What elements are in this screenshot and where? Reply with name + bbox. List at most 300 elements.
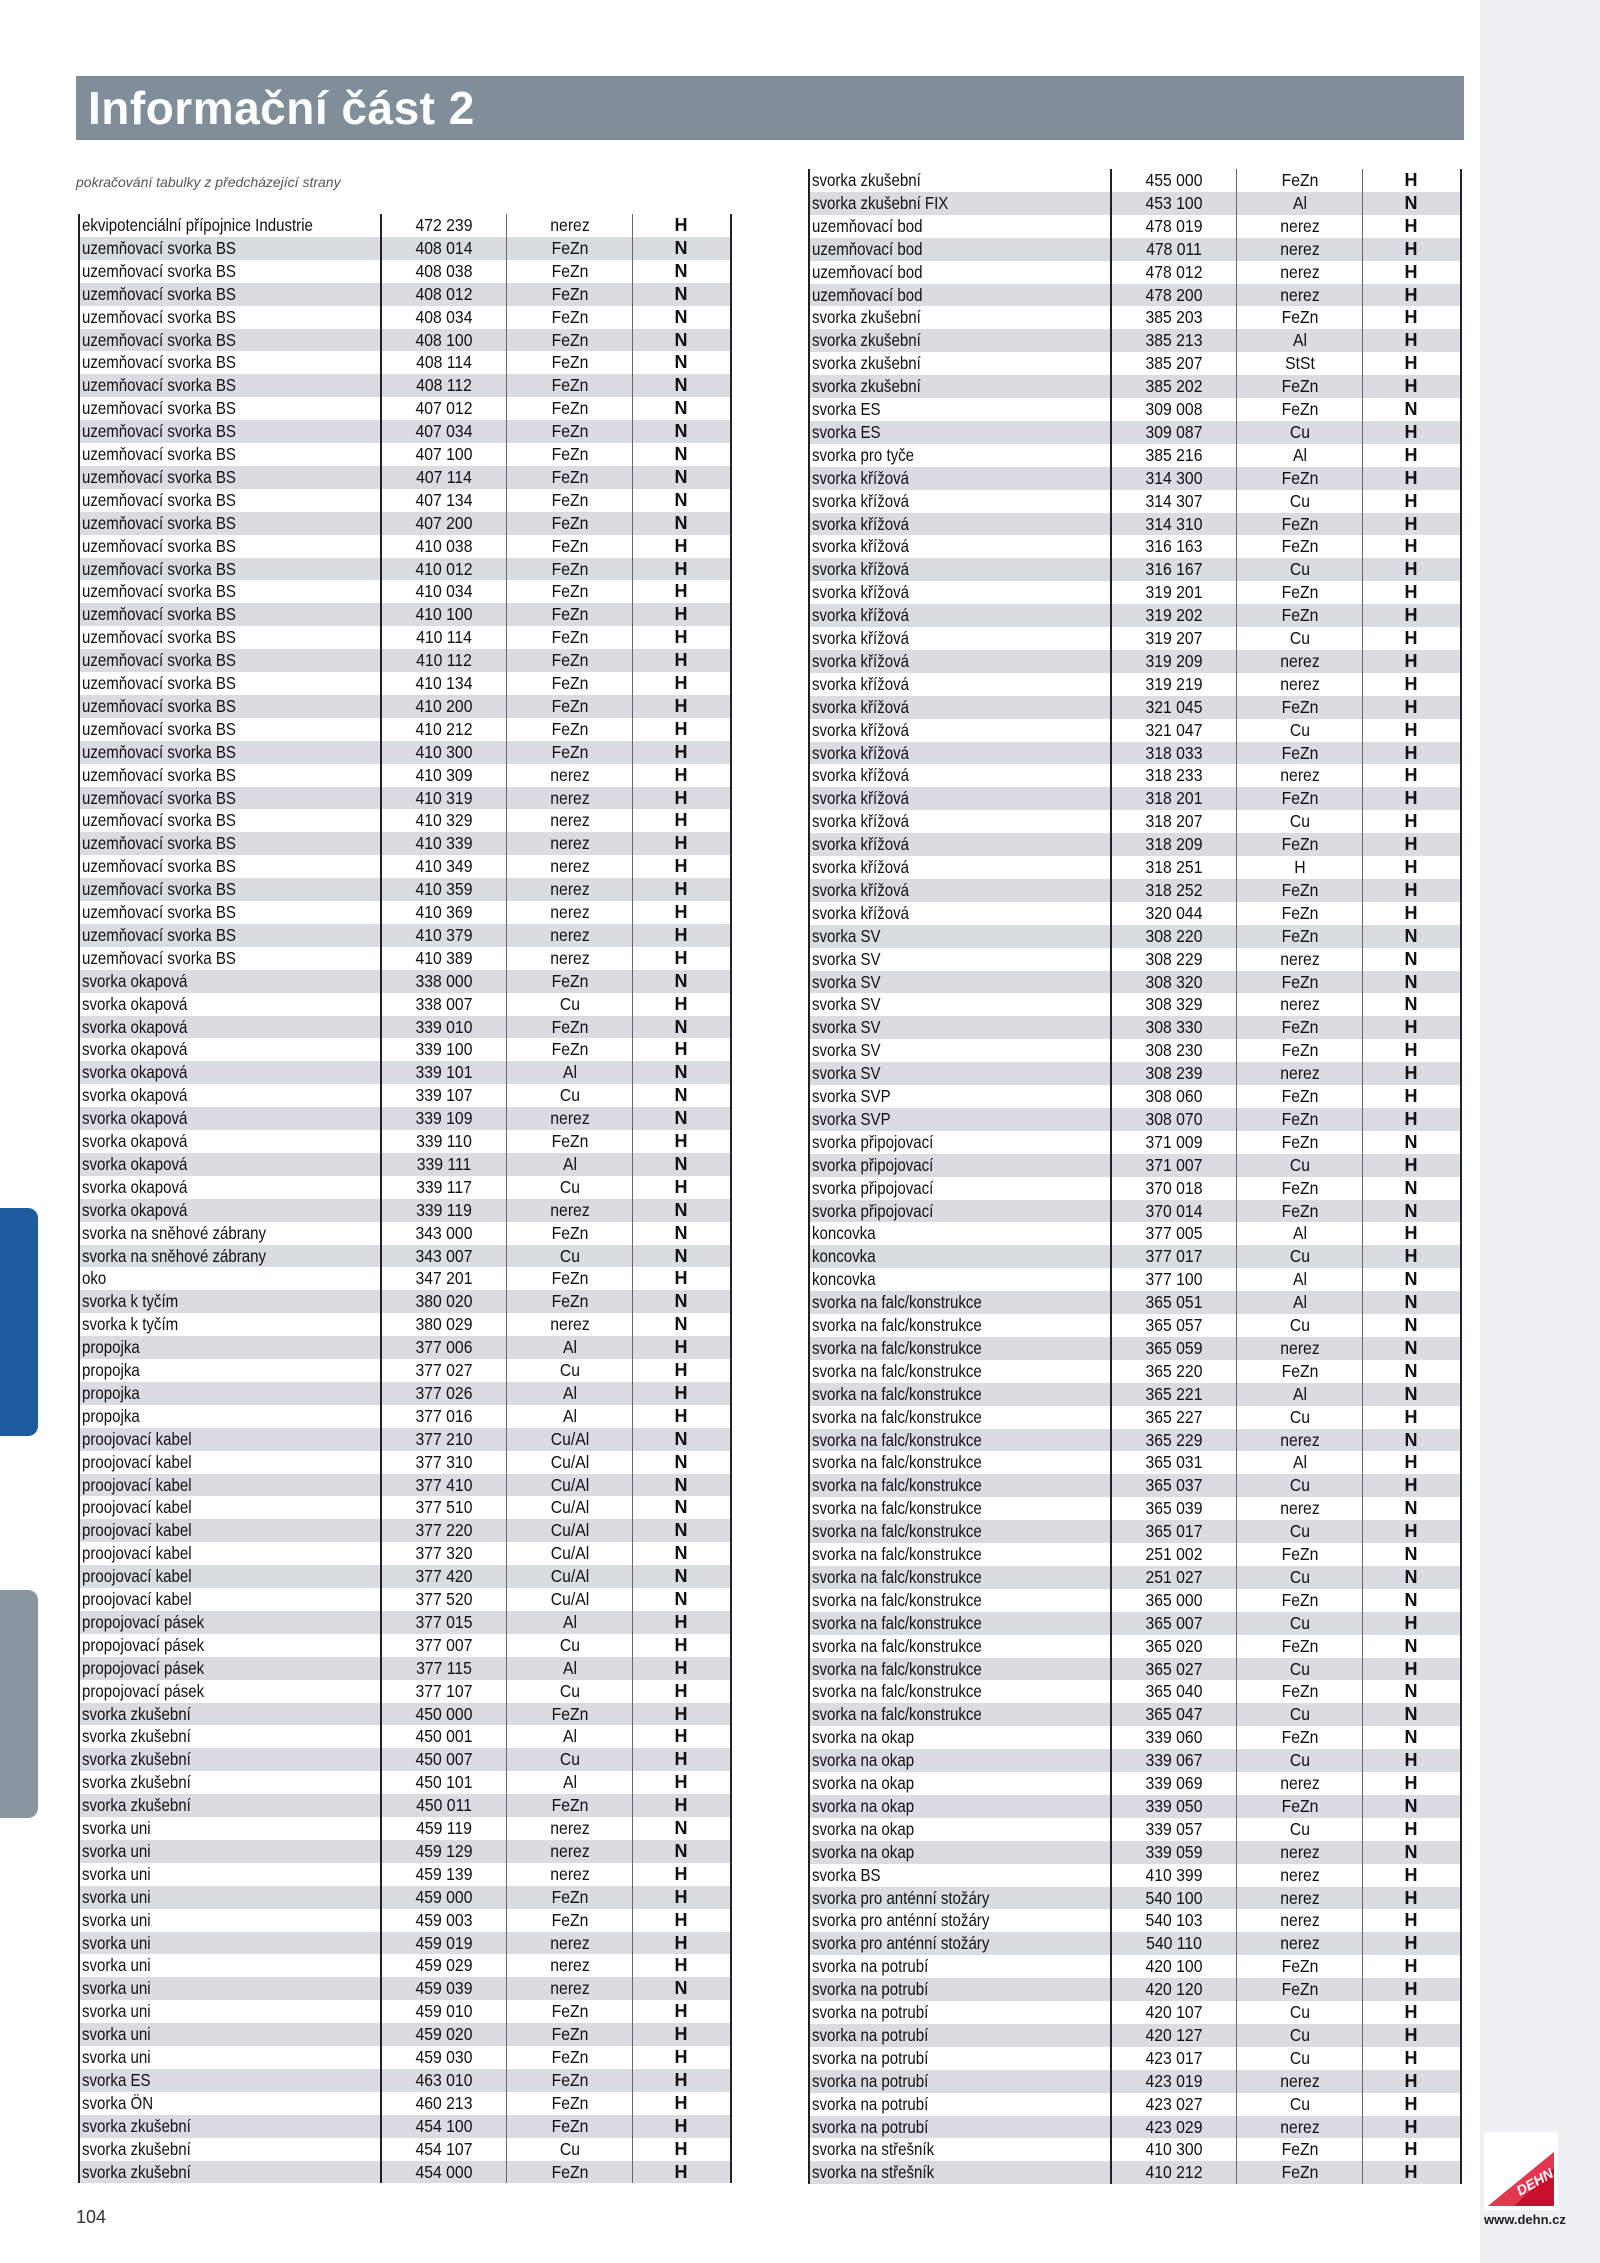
material: FeZn	[1281, 536, 1319, 557]
article-number: 410 329	[415, 810, 473, 831]
product-name: svorka křížová	[812, 765, 910, 786]
article-number: 459 029	[415, 1955, 473, 1976]
product-name: uzemňovací svorka BS	[82, 489, 236, 510]
article-number: 321 047	[1145, 719, 1203, 740]
product-name: svorka zkušební	[82, 1726, 191, 1747]
article-number: 365 000	[1145, 1589, 1203, 1610]
article-number: 370 014	[1145, 1200, 1203, 1221]
article-number: 365 027	[1145, 1658, 1203, 1679]
product-name: proojovací kabel	[82, 1543, 192, 1564]
table-row	[810, 1291, 1462, 1314]
table-row	[80, 1496, 732, 1519]
availability-flag: H	[1404, 1452, 1418, 1473]
article-number: 420 100	[1145, 1956, 1203, 1977]
material: nerez	[1280, 765, 1320, 786]
product-name: svorka na falc/konstrukce	[812, 1475, 982, 1496]
dehn-logo	[1484, 2132, 1558, 2210]
product-name: svorka na falc/konstrukce	[812, 1521, 982, 1542]
material: FeZn	[551, 718, 589, 739]
product-name: svorka na falc/konstrukce	[812, 1360, 982, 1381]
right-product-table	[810, 169, 1462, 2181]
product-name: uzemňovací svorka BS	[82, 375, 236, 396]
table-row	[810, 1772, 1462, 1795]
availability-flag: N	[1404, 1200, 1418, 1221]
table-row	[810, 833, 1462, 856]
availability-flag: H	[1404, 2093, 1418, 2114]
column-divider	[1460, 169, 1462, 2184]
table-row	[80, 1840, 732, 1863]
material: Cu	[559, 1634, 581, 1655]
product-name: svorka na střešník	[812, 2139, 935, 2160]
material: FeZn	[551, 1886, 589, 1907]
product-name: svorka ÖN	[82, 2092, 154, 2113]
availability-flag: H	[674, 1703, 688, 1724]
table-row	[810, 673, 1462, 696]
material: Al	[562, 1062, 578, 1083]
product-name: svorka uni	[82, 2047, 151, 2067]
material: nerez	[1280, 1841, 1320, 1862]
table-row	[80, 1542, 732, 1565]
material: FeZn	[551, 489, 589, 510]
material: nerez	[550, 833, 590, 854]
article-number: 410 389	[415, 947, 473, 968]
material: Al	[1292, 444, 1308, 465]
article-number: 460 213	[415, 2092, 473, 2113]
material: StSt	[1285, 353, 1315, 374]
article-number: 410 359	[415, 879, 473, 900]
availability-flag: N	[674, 489, 688, 510]
table-row	[810, 925, 1462, 948]
material: FeZn	[1281, 1589, 1319, 1610]
availability-flag: N	[674, 1291, 688, 1312]
material: Cu	[1289, 719, 1311, 740]
product-name: svorka uni	[82, 1978, 151, 1999]
product-name: oko	[82, 1268, 107, 1289]
product-name: svorka na střešník	[812, 2162, 935, 2183]
material: Cu	[1289, 559, 1311, 580]
availability-flag: N	[1404, 1429, 1418, 1450]
article-number: 309 008	[1145, 399, 1203, 419]
product-name: svorka křížová	[812, 536, 910, 557]
material: Al	[562, 1611, 578, 1632]
availability-flag: H	[1404, 673, 1418, 694]
product-name: svorka okapová	[82, 970, 188, 991]
material: nerez	[550, 902, 590, 922]
product-name: svorka na okap	[812, 1818, 915, 1839]
availability-flag: H	[674, 1039, 688, 1060]
table-row	[80, 535, 732, 558]
availability-flag: H	[1404, 444, 1418, 465]
article-number: 308 230	[1145, 1040, 1203, 1061]
material: FeZn	[551, 1222, 589, 1243]
table-row	[80, 1061, 732, 1084]
logo-text: DEHN	[1513, 2164, 1556, 2199]
product-name: svorka pro anténní stožáry	[812, 1910, 990, 1931]
product-name: svorka připojovací	[812, 1200, 934, 1221]
material: FeZn	[551, 2161, 589, 2182]
material: Cu	[559, 1680, 581, 1701]
table-row	[810, 1154, 1462, 1177]
article-number: 319 201	[1145, 582, 1203, 603]
material: Al	[1292, 1223, 1308, 1244]
product-name: uzemňovací svorka BS	[82, 581, 236, 602]
product-name: uzemňovací svorka BS	[82, 512, 236, 533]
availability-flag: N	[674, 1543, 688, 1564]
article-number: 410 212	[415, 718, 473, 739]
table-row	[80, 1932, 732, 1955]
material: nerez	[1280, 948, 1320, 969]
material: FeZn	[551, 237, 589, 258]
availability-flag: N	[674, 1978, 688, 1999]
product-name: svorka na falc/konstrukce	[812, 1612, 982, 1633]
product-name: uzemňovací svorka BS	[82, 306, 236, 327]
material: FeZn	[1281, 1635, 1319, 1656]
article-number: 319 207	[1145, 628, 1203, 648]
product-name: uzemňovací svorka BS	[82, 329, 236, 350]
article-number: 407 100	[415, 444, 473, 464]
table-row	[80, 1107, 732, 1130]
article-number: 309 087	[1145, 421, 1203, 442]
product-name: svorka okapová	[82, 993, 188, 1014]
product-name: svorka křížová	[812, 857, 910, 877]
product-name: svorka na potrubí	[812, 2002, 929, 2022]
material: FeZn	[1281, 1108, 1319, 1129]
article-number: 339 111	[416, 1153, 472, 1174]
availability-flag: H	[674, 215, 688, 235]
product-name: uzemňovací svorka BS	[82, 695, 236, 716]
article-number: 423 029	[1145, 2116, 1203, 2137]
table-row	[810, 1543, 1462, 1566]
table-row	[810, 650, 1462, 673]
availability-flag: H	[674, 1955, 688, 1976]
article-number: 410 339	[415, 833, 473, 854]
availability-flag: H	[1404, 1108, 1418, 1129]
table-row	[810, 2138, 1462, 2161]
article-number: 410 319	[415, 787, 473, 808]
article-number: 365 007	[1145, 1612, 1203, 1633]
article-number: 407 200	[415, 512, 473, 533]
article-number: 410 349	[415, 856, 473, 877]
product-name: propojovací pásek	[82, 1680, 205, 1701]
material: FeZn	[551, 444, 589, 464]
availability-flag: H	[1404, 1406, 1418, 1427]
article-number: 459 030	[415, 2047, 473, 2067]
availability-flag: H	[1404, 2047, 1418, 2068]
material: FeZn	[1281, 605, 1319, 626]
material: FeZn	[551, 1291, 589, 1312]
article-number: 420 127	[1145, 2024, 1203, 2045]
table-row	[810, 1932, 1462, 1955]
product-name: svorka pro tyče	[812, 444, 915, 465]
table-row	[810, 261, 1462, 284]
availability-flag: H	[1404, 1887, 1418, 1908]
table-row	[80, 741, 732, 764]
material: nerez	[1280, 994, 1320, 1015]
table-row	[80, 420, 732, 443]
availability-flag: N	[674, 1314, 688, 1335]
product-name: svorka na falc/konstrukce	[812, 1704, 982, 1725]
table-row	[810, 1177, 1462, 1200]
material: nerez	[1280, 215, 1320, 236]
table-row	[80, 443, 732, 466]
availability-flag: H	[674, 627, 688, 648]
material: FeZn	[1281, 1681, 1319, 1702]
product-name: svorka zkušební	[82, 2115, 191, 2136]
article-number: 365 229	[1145, 1429, 1203, 1450]
availability-flag: H	[674, 558, 688, 579]
availability-flag: H	[1404, 2116, 1418, 2137]
article-number: 377 006	[415, 1337, 473, 1358]
material: Cu	[1289, 2047, 1311, 2068]
article-number: 385 216	[1145, 444, 1203, 465]
table-row	[80, 260, 732, 283]
availability-flag: H	[1404, 490, 1418, 511]
article-number: 472 239	[415, 215, 473, 235]
availability-flag: H	[674, 993, 688, 1014]
table-row	[810, 1612, 1462, 1635]
article-number: 365 221	[1145, 1383, 1203, 1404]
material: FeZn	[1281, 971, 1319, 992]
table-row	[810, 1383, 1462, 1406]
table-row	[810, 856, 1462, 879]
table-row	[80, 1336, 732, 1359]
availability-flag: N	[674, 329, 688, 350]
article-number: 308 070	[1145, 1108, 1203, 1129]
table-row	[80, 1771, 732, 1794]
article-number: 377 420	[415, 1566, 473, 1587]
product-name: proojovací kabel	[82, 1474, 192, 1495]
availability-flag: H	[674, 673, 688, 693]
table-row	[810, 1245, 1462, 1268]
product-name: uzemňovací svorka BS	[82, 444, 236, 464]
product-name: svorka na falc/konstrukce	[812, 1658, 982, 1679]
table-row	[80, 1382, 732, 1405]
article-number: 339 101	[415, 1062, 473, 1083]
table-row	[80, 718, 732, 741]
material: Cu	[559, 1360, 581, 1380]
material: Cu	[1289, 421, 1311, 442]
article-number: 365 057	[1145, 1315, 1203, 1335]
availability-flag: H	[1404, 1040, 1418, 1061]
product-name: svorka křížová	[812, 605, 910, 626]
article-number: 540 110	[1146, 1933, 1202, 1954]
product-name: svorka křížová	[812, 559, 910, 580]
table-row	[80, 809, 732, 832]
product-name: svorka okapová	[82, 1016, 188, 1037]
availability-flag: N	[674, 512, 688, 533]
availability-flag: H	[674, 833, 688, 854]
article-number: 377 320	[415, 1543, 473, 1564]
material: FeZn	[1281, 902, 1319, 923]
availability-flag: H	[1404, 1521, 1418, 1542]
table-row	[80, 1222, 732, 1245]
material: nerez	[550, 1978, 590, 1999]
material: nerez	[1280, 284, 1320, 305]
table-row	[810, 1726, 1462, 1749]
product-name: svorka na okap	[812, 1750, 915, 1771]
page-title: Informační část 2	[88, 82, 475, 134]
availability-flag: H	[1404, 811, 1418, 832]
availability-flag: H	[1404, 2070, 1418, 2091]
material: FeZn	[551, 604, 589, 625]
availability-flag: N	[674, 1222, 688, 1243]
material: Al	[562, 1772, 578, 1793]
article-number: 318 233	[1145, 765, 1203, 786]
product-name: uzemňovací svorka BS	[82, 535, 236, 556]
product-name: svorka křížová	[812, 834, 910, 855]
material: FeZn	[551, 2001, 589, 2022]
availability-flag: H	[674, 1749, 688, 1770]
availability-flag: H	[1404, 467, 1418, 488]
material: nerez	[1280, 1864, 1320, 1885]
product-name: proojovací kabel	[82, 1497, 192, 1518]
table-row	[810, 1451, 1462, 1474]
product-name: svorka SV	[812, 1017, 881, 1038]
article-number: 316 167	[1145, 559, 1203, 580]
table-row	[80, 2046, 732, 2069]
material: nerez	[1280, 1887, 1320, 1908]
material: Cu/Al	[550, 1451, 590, 1472]
material: nerez	[1280, 673, 1320, 694]
side-tab-gray	[0, 1590, 38, 1818]
material: nerez	[550, 856, 590, 877]
product-name: svorka na falc/konstrukce	[812, 1337, 982, 1358]
table-row	[80, 2000, 732, 2023]
table-row	[810, 742, 1462, 765]
material: FeZn	[551, 398, 589, 419]
availability-flag: H	[1404, 1086, 1418, 1106]
product-name: uzemňovací svorka BS	[82, 856, 236, 877]
article-number: 478 200	[1145, 284, 1203, 305]
article-number: 339 069	[1145, 1773, 1203, 1793]
article-number: 459 010	[415, 2001, 473, 2022]
product-name: svorka zkušební	[812, 307, 921, 328]
table-row	[80, 489, 732, 512]
availability-flag: N	[674, 1497, 688, 1518]
article-number: 408 012	[415, 283, 473, 304]
material: Cu/Al	[550, 1589, 590, 1609]
availability-flag: H	[674, 879, 688, 900]
article-number: 314 310	[1145, 513, 1203, 534]
table-row	[810, 2093, 1462, 2116]
table-row	[810, 490, 1462, 513]
article-number: 407 034	[415, 421, 473, 442]
availability-flag: N	[1404, 1727, 1418, 1748]
availability-flag: H	[1404, 330, 1418, 351]
availability-flag: H	[1404, 1154, 1418, 1175]
table-row	[80, 1405, 732, 1428]
table-row	[80, 1428, 732, 1451]
table-row	[80, 603, 732, 626]
product-name: proojovací kabel	[82, 1520, 192, 1541]
article-number: 423 027	[1145, 2093, 1203, 2114]
material: Cu	[1289, 628, 1311, 648]
article-number: 365 017	[1145, 1521, 1203, 1542]
product-name: svorka křížová	[812, 650, 910, 671]
availability-flag: N	[1404, 1315, 1418, 1335]
article-number: 371 009	[1145, 1131, 1203, 1152]
article-number: 377 520	[415, 1589, 473, 1609]
material: nerez	[550, 215, 590, 235]
product-name: uzemňovací svorka BS	[82, 260, 236, 281]
article-number: 410 309	[415, 764, 473, 785]
product-name: svorka SV	[812, 1063, 881, 1084]
article-number: 318 252	[1145, 879, 1203, 900]
material: FeZn	[551, 2115, 589, 2136]
table-row	[810, 581, 1462, 604]
availability-flag: H	[674, 856, 688, 877]
availability-flag: H	[674, 764, 688, 785]
availability-flag: N	[1404, 1269, 1418, 1290]
article-number: 410 200	[415, 695, 473, 716]
article-number: 339 109	[415, 1108, 473, 1129]
material: FeZn	[1281, 879, 1319, 900]
table-row	[80, 2138, 732, 2161]
availability-flag: H	[674, 1382, 688, 1403]
product-name: svorka zkušební FIX	[812, 192, 949, 213]
material: FeZn	[551, 375, 589, 396]
availability-flag: H	[1404, 1017, 1418, 1038]
table-row	[80, 1474, 732, 1497]
product-name: svorka zkušební	[82, 2138, 191, 2159]
article-number: 338 007	[415, 993, 473, 1014]
table-row	[80, 580, 732, 603]
article-number: 463 010	[415, 2069, 473, 2090]
product-name: svorka na potrubí	[812, 2116, 929, 2137]
availability-flag: N	[1404, 1566, 1418, 1587]
availability-flag: N	[674, 466, 688, 487]
table-row	[80, 1657, 732, 1680]
availability-flag: N	[1404, 1681, 1418, 1702]
product-name: svorka křížová	[812, 673, 910, 694]
availability-flag: H	[1404, 1658, 1418, 1679]
material: Cu/Al	[550, 1543, 590, 1564]
table-row	[810, 719, 1462, 742]
table-row	[80, 1245, 732, 1268]
product-name: svorka zkušební	[82, 1795, 191, 1816]
availability-flag: H	[1404, 719, 1418, 740]
material: FeZn	[551, 352, 589, 373]
table-row	[810, 1887, 1462, 1910]
product-name: svorka zkušební	[82, 1772, 191, 1793]
material: nerez	[550, 1818, 590, 1838]
product-name: svorka na potrubí	[812, 2024, 929, 2045]
product-name: uzemňovací svorka BS	[82, 741, 236, 762]
table-row	[80, 924, 732, 947]
article-number: 318 033	[1145, 742, 1203, 763]
article-number: 371 007	[1145, 1154, 1203, 1175]
table-row	[80, 351, 732, 374]
article-number: 478 012	[1145, 261, 1203, 282]
table-row	[810, 879, 1462, 902]
material: Al	[562, 1405, 578, 1426]
article-number: 459 020	[415, 2024, 473, 2045]
material: FeZn	[1281, 1979, 1319, 2000]
table-row	[80, 1016, 732, 1039]
table-row	[80, 374, 732, 397]
article-number: 377 007	[415, 1634, 473, 1655]
table-row	[80, 672, 732, 695]
product-name: svorka na falc/konstrukce	[812, 1544, 982, 1564]
table-row	[810, 787, 1462, 810]
product-name: svorka na potrubí	[812, 1979, 929, 2000]
material: nerez	[1280, 1429, 1320, 1450]
table-row	[810, 1635, 1462, 1658]
article-number: 420 120	[1145, 1979, 1203, 2000]
availability-flag: H	[1404, 284, 1418, 305]
product-name: uzemňovací svorka BS	[82, 466, 236, 487]
availability-flag: H	[674, 902, 688, 922]
